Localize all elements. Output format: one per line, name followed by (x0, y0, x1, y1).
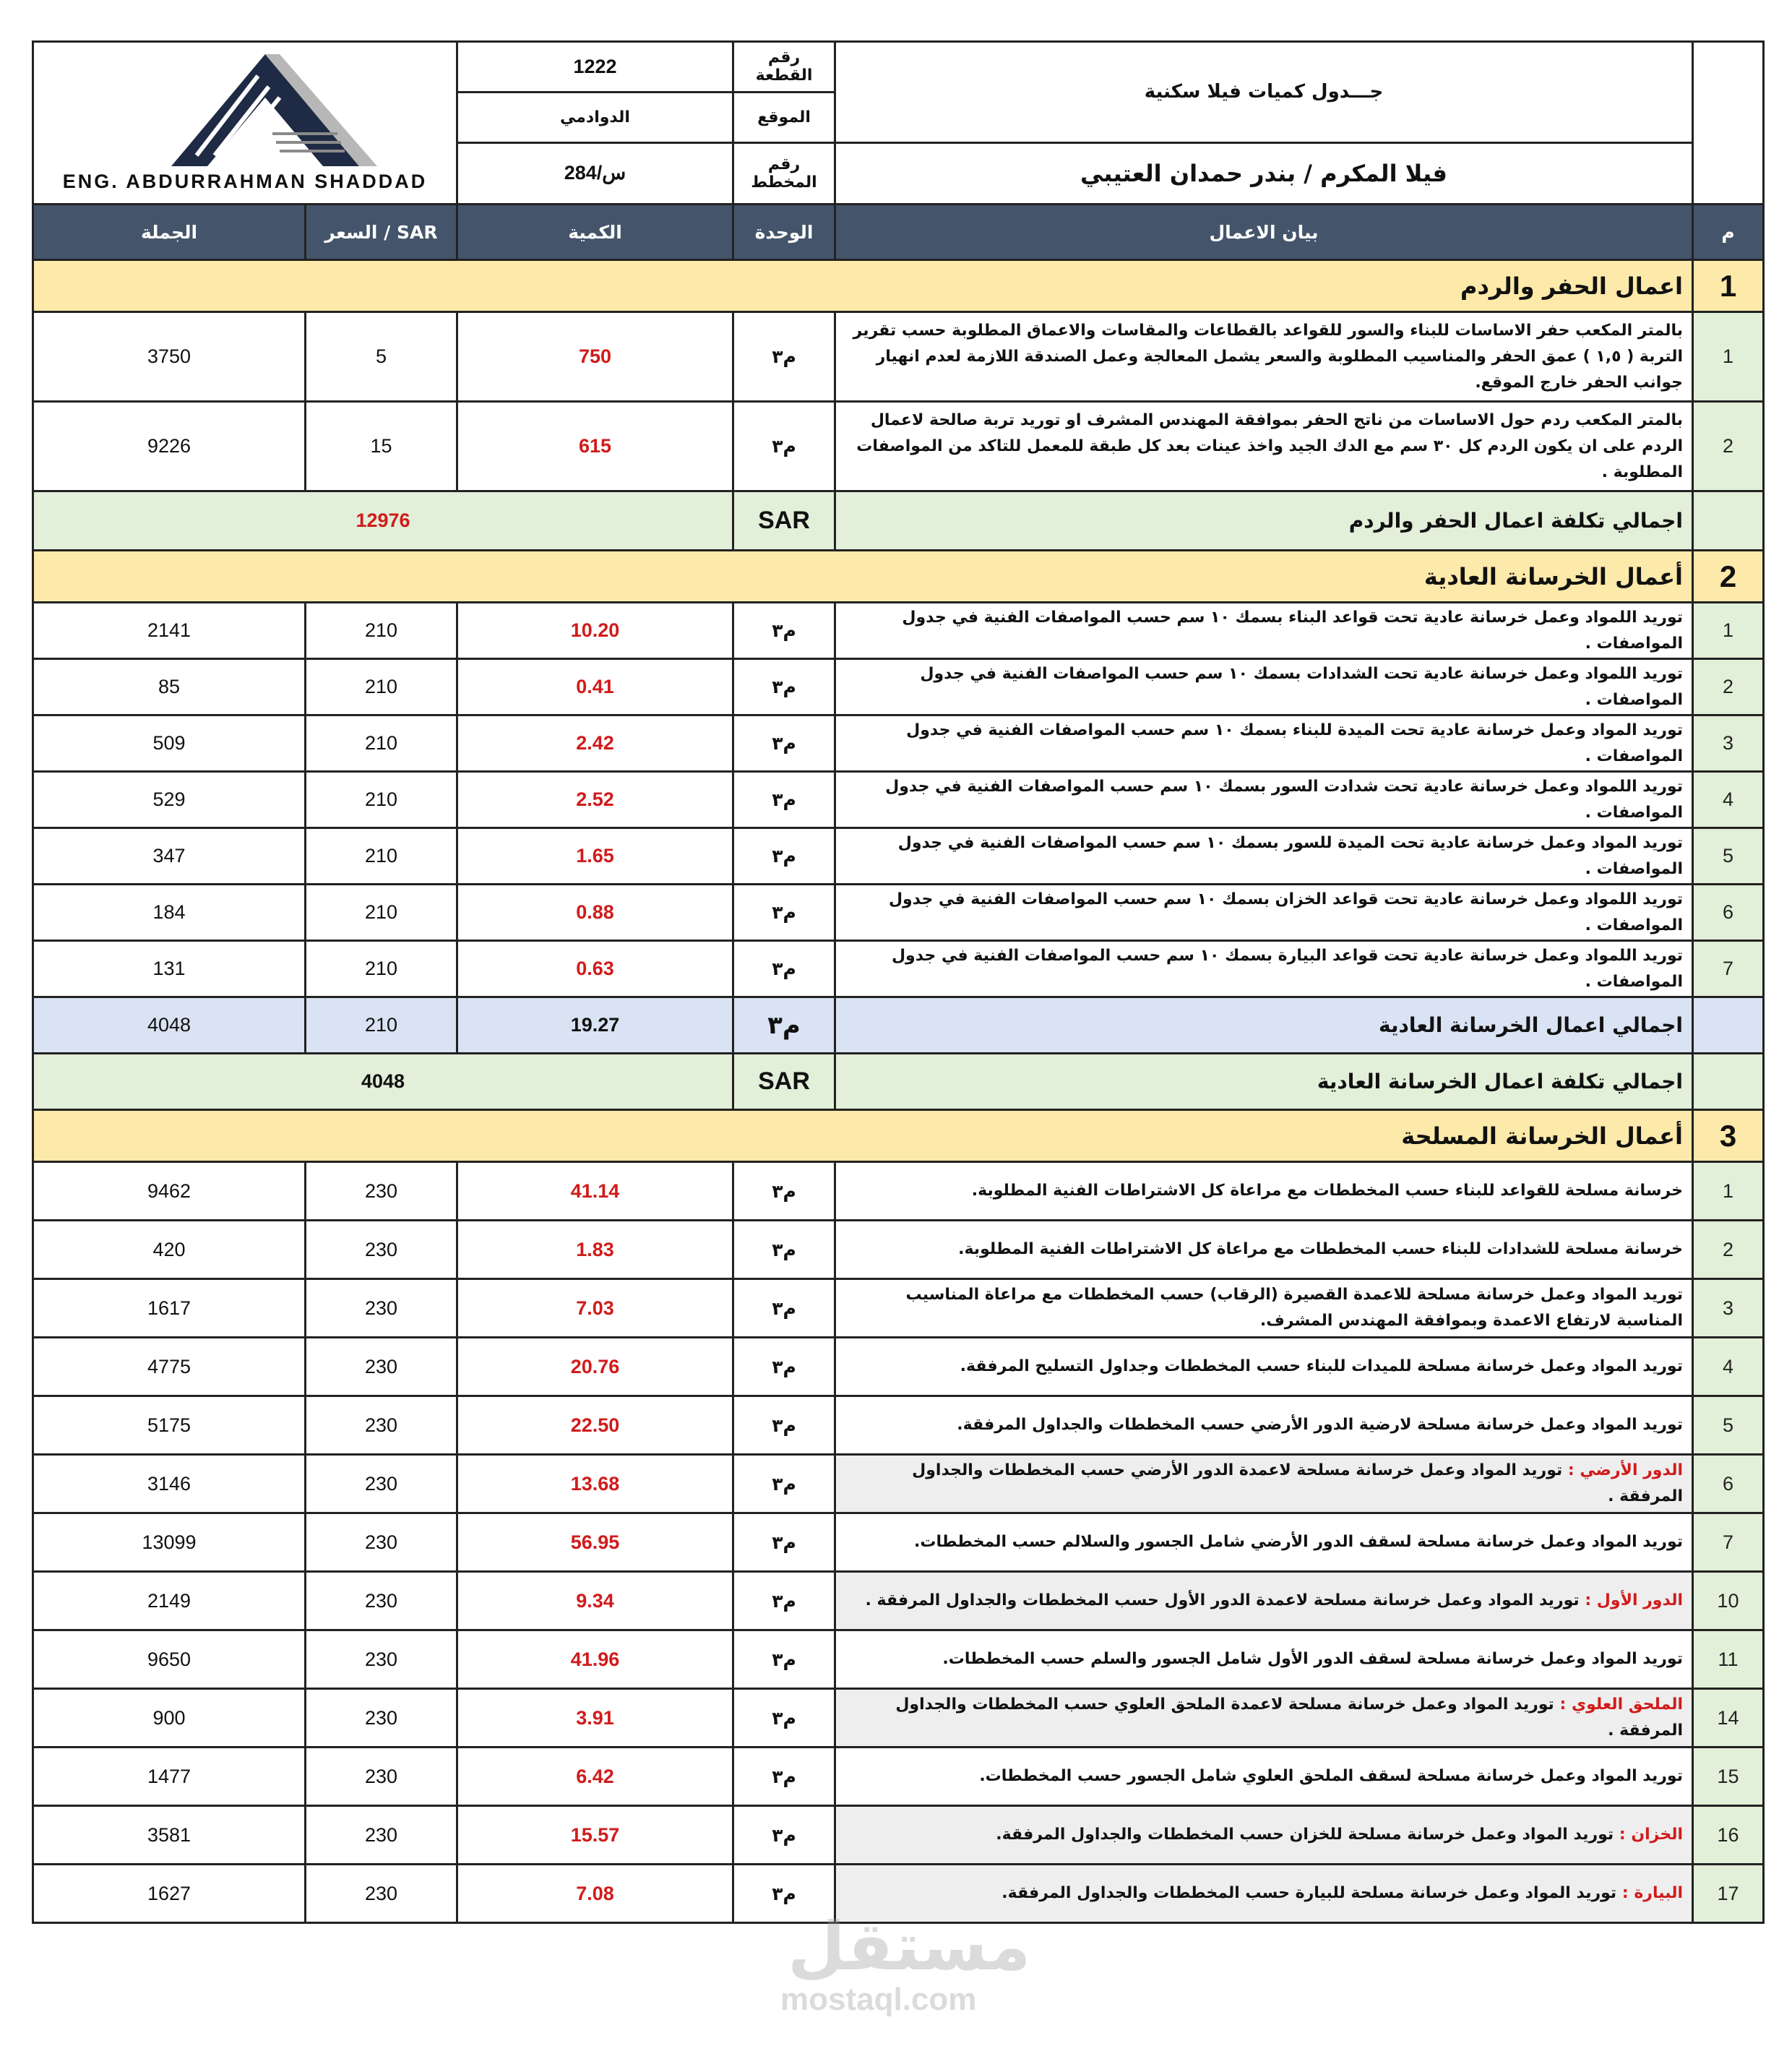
table-row (33, 1221, 1764, 1279)
section-cost-currency: SAR (733, 491, 835, 551)
row-quantity: 7.03 (457, 1279, 733, 1338)
row-price: 230 (306, 1513, 457, 1572)
row-total: 3146 (33, 1455, 306, 1513)
subtotal-row (33, 997, 1764, 1054)
row-price: 230 (306, 1279, 457, 1338)
row-unit: م٣ (733, 1689, 835, 1748)
row-total: 347 (33, 828, 306, 885)
table-row (33, 312, 1764, 402)
row-unit: م٣ (733, 603, 835, 659)
subtotal-price: 210 (306, 997, 457, 1054)
row-description-text: توريد المواد وعمل خرسانة مسلحة لسقف الملحق العلوي شامل الجسور حسب المخططات. (979, 1767, 1683, 1785)
table-row (33, 885, 1764, 941)
col-unit-header: الوحدة (733, 205, 835, 260)
row-price: 230 (306, 1630, 457, 1689)
row-number: 5 (1693, 828, 1764, 885)
row-description (835, 1748, 1693, 1806)
table-row (33, 1513, 1764, 1572)
row-price: 5 (306, 312, 457, 402)
subtotal-unit: م٣ (733, 997, 835, 1054)
row-number: 2 (1693, 659, 1764, 715)
section-cost-label: اجمالي تكلفة اعمال الحفر والردم (835, 491, 1693, 551)
row-total: 3750 (33, 312, 306, 402)
section-cost-row (33, 491, 1764, 551)
row-price: 230 (306, 1748, 457, 1806)
row-unit: م٣ (733, 1221, 835, 1279)
row-unit: م٣ (733, 1279, 835, 1338)
row-quantity: 9.34 (457, 1572, 733, 1630)
row-description (835, 1396, 1693, 1455)
row-description-prefix: الدور الأرضي : (1567, 1461, 1683, 1479)
table-row (33, 1572, 1764, 1630)
row-number: 3 (1693, 715, 1764, 772)
row-unit: م٣ (733, 1572, 835, 1630)
row-description-text: بالمتر المكعب حفر الاساسات للبناء والسور للقواعد بالقطاعات والمقاسات والاعماق المطلوبة حسب تقرير التربة ( ١,٥ ) عمق الحفر والمناسيب المطلوبة والسعر يشمل المعالجة وعمل الصندقة اللازمة لعدم انهيار جوانب الحفر خارج الموقع. (853, 321, 1683, 392)
row-total: 85 (33, 659, 306, 715)
row-description-text: توريد المواد وعمل خرسانة عادية تحت الميدة للسور بسمك ١٠ سم حسب المواصفات الفنية في جدول المواصفات . (897, 833, 1683, 878)
section-cost-blank (1693, 491, 1764, 551)
bill-of-quantities-table (32, 40, 1765, 1924)
row-description-text: بالمتر المكعب ردم حول الاساسات من ناتج الحفر بموافقة المهندس المشرف او توريد تربة صالحة لاعمال الردم على ان يكون الردم كل ٣٠ سم مع الدك الجيد واخذ عينات بعد كل طبقة للمعمل للتاكد من المواصفات المطلوبة . (856, 410, 1683, 481)
section-cost-value: 4048 (33, 1054, 733, 1110)
section-header (33, 551, 1764, 603)
row-unit: م٣ (733, 715, 835, 772)
row-description (835, 1806, 1693, 1865)
owner-name: فيلا المكرم / بندر حمدان العتيبي (835, 142, 1693, 204)
table-row (33, 1806, 1764, 1865)
row-description-text: توريد المواد وعمل خرسانة مسلحة لاعمدة الدور الأرضي حسب المخططات والجداول المرفقة . (912, 1461, 1683, 1505)
row-total: 529 (33, 772, 306, 828)
row-quantity: 1.65 (457, 828, 733, 885)
row-total: 1477 (33, 1748, 306, 1806)
row-quantity: 41.14 (457, 1162, 733, 1221)
row-unit: م٣ (733, 772, 835, 828)
row-quantity: 0.63 (457, 941, 733, 997)
row-unit: م٣ (733, 1455, 835, 1513)
table-row (33, 772, 1764, 828)
row-total: 4775 (33, 1338, 306, 1396)
row-total: 420 (33, 1221, 306, 1279)
col-total-header: الجملة (33, 205, 306, 260)
row-unit: م٣ (733, 1748, 835, 1806)
row-quantity: 7.08 (457, 1865, 733, 1923)
row-description (835, 941, 1693, 997)
watermark-latin: mostaql.com (780, 1982, 977, 2017)
row-quantity: 6.42 (457, 1748, 733, 1806)
row-quantity: 20.76 (457, 1338, 733, 1396)
section-number: 3 (1693, 1110, 1764, 1162)
row-number: 14 (1693, 1689, 1764, 1748)
row-number: 7 (1693, 941, 1764, 997)
row-description-text: توريد المواد وعمل خرسانة عادية تحت الميدة للبناء بسمك ١٠ سم حسب المواصفات الفنية في جدول المواصفات . (906, 721, 1683, 765)
row-unit: م٣ (733, 1865, 835, 1923)
row-quantity: 615 (457, 402, 733, 491)
row-total: 9650 (33, 1630, 306, 1689)
row-number: 1 (1693, 312, 1764, 402)
row-number: 7 (1693, 1513, 1764, 1572)
section-cost-blank (1693, 1054, 1764, 1110)
row-quantity: 22.50 (457, 1396, 733, 1455)
row-total: 2149 (33, 1572, 306, 1630)
row-number: 11 (1693, 1630, 1764, 1689)
row-description-text: توريد المواد وعمل خرسانة مسلحة لسقف الدور الأول شامل الجسور والسلم حسب المخططات. (942, 1650, 1683, 1668)
row-description-text: توريد اللمواد وعمل خرسانة عادية تحت قواعد البناء بسمك ١٠ سم حسب المواصفات الفنية في جدول المواصفات . (902, 608, 1683, 653)
row-description-text: توريد اللمواد وعمل خرسانة عادية تحت قواعد البيارة بسمك ١٠ سم حسب المواصفات الفنية في جدول المواصفات . (891, 946, 1683, 991)
section-title: اعمال الحفر والردم (33, 260, 1693, 312)
table-row (33, 1630, 1764, 1689)
section-number: 1 (1693, 260, 1764, 312)
section-title: أعمال الخرسانة المسلحة (33, 1110, 1693, 1162)
row-description-prefix: الخزان : (1619, 1826, 1683, 1844)
row-description-text: توريد المواد وعمل خرسانة مسلحة لاعمدة الملحق العلوي حسب المخططات والجداول المرفقة . (895, 1695, 1683, 1740)
row-price: 15 (306, 402, 457, 491)
row-total: 1617 (33, 1279, 306, 1338)
section-header (33, 260, 1764, 312)
row-unit: م٣ (733, 1806, 835, 1865)
row-number: 1 (1693, 1162, 1764, 1221)
row-description-text: توريد المواد وعمل خرسانة مسلحة للاعمدة القصيرة (الرقاب) حسب المخططات مع مراعاة المناسيب المناسبة لارتفاع الاعمدة وبموافقة المهندس المشرف. (905, 1286, 1683, 1330)
row-number: 17 (1693, 1865, 1764, 1923)
row-price: 210 (306, 603, 457, 659)
row-unit: م٣ (733, 402, 835, 491)
row-description (835, 1221, 1693, 1279)
row-description-text: توريد المواد وعمل خرسانة مسلحة لسقف الدور الأرضي شامل الجسور والسلالم حسب المخططات. (914, 1533, 1683, 1551)
plan-number-value: س/284 (457, 142, 733, 204)
row-description (835, 885, 1693, 941)
row-price: 230 (306, 1162, 457, 1221)
logo-text: ENG. ABDURRAHMAN SHADDAD (62, 171, 428, 192)
row-price: 210 (306, 772, 457, 828)
row-number: 4 (1693, 772, 1764, 828)
table-row (33, 1689, 1764, 1748)
row-description-text: توريد المواد وعمل خرسانة مسلحة لارضية الدور الأرضي حسب المخططات والجداول المرفقة. (957, 1416, 1683, 1434)
row-unit: م٣ (733, 1513, 835, 1572)
location-label: الموقع (733, 92, 835, 142)
row-price: 230 (306, 1806, 457, 1865)
row-number: 3 (1693, 1279, 1764, 1338)
table-row (33, 659, 1764, 715)
row-description (835, 603, 1693, 659)
row-quantity: 2.42 (457, 715, 733, 772)
company-logo (33, 42, 457, 205)
row-number: 6 (1693, 885, 1764, 941)
row-quantity: 0.41 (457, 659, 733, 715)
table-row (33, 1865, 1764, 1923)
row-unit: م٣ (733, 941, 835, 997)
logo-a-icon (128, 47, 410, 170)
row-description (835, 1455, 1693, 1513)
table-row (33, 1748, 1764, 1806)
section-title: أعمال الخرسانة العادية (33, 551, 1693, 603)
subtotal-quantity: 19.27 (457, 997, 733, 1054)
section-cost-row (33, 1054, 1764, 1110)
row-quantity: 0.88 (457, 885, 733, 941)
row-quantity: 2.52 (457, 772, 733, 828)
plot-number-value: 1222 (457, 42, 733, 93)
row-description-text: خرسانة مسلحة للشدادات للبناء حسب المخططات مع مراعاة كل الاشتراطات الفنية المطلوبة. (958, 1240, 1683, 1258)
row-number: 2 (1693, 1221, 1764, 1279)
row-total: 9462 (33, 1162, 306, 1221)
row-total: 13099 (33, 1513, 306, 1572)
row-description-text: خرسانة مسلحة للقواعد للبناء حسب المخططات مع مراعاة كل الاشتراطات الفنية المطلوبة. (971, 1182, 1683, 1200)
row-unit: م٣ (733, 1162, 835, 1221)
row-number: 15 (1693, 1748, 1764, 1806)
plot-number-label: رقم القطعة (733, 42, 835, 93)
row-price: 210 (306, 828, 457, 885)
row-description-text: توريد المواد وعمل خرسانة مسلحة لاعمدة الدور الأول حسب المخططات والجداول المرفقة . (865, 1591, 1580, 1609)
table-row (33, 1279, 1764, 1338)
row-unit: م٣ (733, 312, 835, 402)
row-price: 230 (306, 1338, 457, 1396)
table-row (33, 1455, 1764, 1513)
table-row (33, 402, 1764, 491)
row-description-text: توريد المواد وعمل خرسانة مسلحة للبيارة حسب المخططات والجداول المرفقة. (1001, 1884, 1617, 1902)
row-price: 230 (306, 1221, 457, 1279)
row-description-text: توريد المواد وعمل خرسانة مسلحة للميدات للبناء حسب المخططات وجداول التسليح المرفقة. (960, 1357, 1683, 1375)
section-header (33, 1110, 1764, 1162)
row-description (835, 1338, 1693, 1396)
row-price: 210 (306, 659, 457, 715)
row-description (835, 1162, 1693, 1221)
row-unit: م٣ (733, 885, 835, 941)
row-number: 16 (1693, 1806, 1764, 1865)
row-price: 230 (306, 1396, 457, 1455)
col-desc-header: بيان الاعمال (835, 205, 1693, 260)
section-number: 2 (1693, 551, 1764, 603)
subtotal-label: اجمالي اعمال الخرسانة العادية (835, 997, 1693, 1054)
row-price: 210 (306, 941, 457, 997)
row-description (835, 1865, 1693, 1923)
table-row (33, 828, 1764, 885)
row-total: 509 (33, 715, 306, 772)
row-number: 4 (1693, 1338, 1764, 1396)
row-description-text: توريد اللمواد وعمل خرسانة عادية تحت شدادت السور بسمك ١٠ سم حسب المواصفات الفنية في جدول المواصفات . (885, 777, 1683, 822)
row-quantity: 13.68 (457, 1455, 733, 1513)
watermark-arabic: مستقل (788, 1908, 1031, 1985)
row-total: 9226 (33, 402, 306, 491)
row-description (835, 1572, 1693, 1630)
row-price: 230 (306, 1689, 457, 1748)
row-description (835, 1513, 1693, 1572)
row-quantity: 56.95 (457, 1513, 733, 1572)
row-price: 230 (306, 1455, 457, 1513)
table-row (33, 715, 1764, 772)
col-qty-header: الكمية (457, 205, 733, 260)
info-row-plot (33, 42, 1764, 93)
row-description-text: توريد اللمواد وعمل خرسانة عادية تحت الشدادات بسمك ١٠ سم حسب المواصفات الفنية في جدول المواصفات . (920, 664, 1683, 709)
row-total: 184 (33, 885, 306, 941)
row-quantity: 1.83 (457, 1221, 733, 1279)
table-row (33, 1396, 1764, 1455)
subtotal-blank (1693, 997, 1764, 1054)
row-description-prefix: الملحق العلوي : (1559, 1695, 1683, 1714)
col-no-header: م (1693, 205, 1764, 260)
row-unit: م٣ (733, 828, 835, 885)
row-description (835, 828, 1693, 885)
row-number: 1 (1693, 603, 1764, 659)
row-description (835, 772, 1693, 828)
table-row (33, 941, 1764, 997)
row-unit: م٣ (733, 1396, 835, 1455)
row-quantity: 10.20 (457, 603, 733, 659)
row-description (835, 1689, 1693, 1748)
row-description (835, 1630, 1693, 1689)
document-title: جـــدول كميات فيلا سكنية (835, 42, 1693, 143)
row-description-text: توريد اللمواد وعمل خرسانة عادية تحت قواعد الخزان بسمك ١٠ سم حسب المواصفات الفنية في جدول المواصفات . (888, 890, 1683, 934)
row-number: 2 (1693, 402, 1764, 491)
row-number: 5 (1693, 1396, 1764, 1455)
row-price: 230 (306, 1572, 457, 1630)
subtotal-total: 4048 (33, 997, 306, 1054)
row-description (835, 402, 1693, 491)
row-description-prefix: الدور الأول : (1585, 1591, 1683, 1609)
row-quantity: 41.96 (457, 1630, 733, 1689)
row-total: 1627 (33, 1865, 306, 1923)
table-row (33, 1162, 1764, 1221)
row-number: 10 (1693, 1572, 1764, 1630)
section-cost-value: 12976 (33, 491, 733, 551)
row-total: 2141 (33, 603, 306, 659)
row-description (835, 312, 1693, 402)
row-description-text: توريد المواد وعمل خرسانة مسلحة للخزان حسب المخططات والجداول المرفقة. (996, 1826, 1614, 1844)
row-unit: م٣ (733, 1630, 835, 1689)
row-unit: م٣ (733, 659, 835, 715)
row-description (835, 1279, 1693, 1338)
row-quantity: 15.57 (457, 1806, 733, 1865)
row-total: 5175 (33, 1396, 306, 1455)
column-header-row (33, 205, 1764, 260)
table-row (33, 1338, 1764, 1396)
row-description-prefix: البيارة : (1621, 1884, 1683, 1902)
row-number: 6 (1693, 1455, 1764, 1513)
row-total: 131 (33, 941, 306, 997)
row-quantity: 750 (457, 312, 733, 402)
corner-blank (1693, 42, 1764, 205)
row-total: 3581 (33, 1806, 306, 1865)
row-unit: م٣ (733, 1338, 835, 1396)
col-price-header: السعر / SAR (306, 205, 457, 260)
row-total: 900 (33, 1689, 306, 1748)
row-price: 210 (306, 885, 457, 941)
row-description (835, 659, 1693, 715)
location-value: الدوادمي (457, 92, 733, 142)
row-description (835, 715, 1693, 772)
watermark (773, 1908, 1033, 2024)
row-quantity: 3.91 (457, 1689, 733, 1748)
section-cost-currency: SAR (733, 1054, 835, 1110)
table-row (33, 603, 1764, 659)
row-price: 230 (306, 1865, 457, 1923)
section-cost-label: اجمالي تكلفة اعمال الخرسانة العادية (835, 1054, 1693, 1110)
plan-number-label: رقم المخطط (733, 142, 835, 204)
row-price: 210 (306, 715, 457, 772)
